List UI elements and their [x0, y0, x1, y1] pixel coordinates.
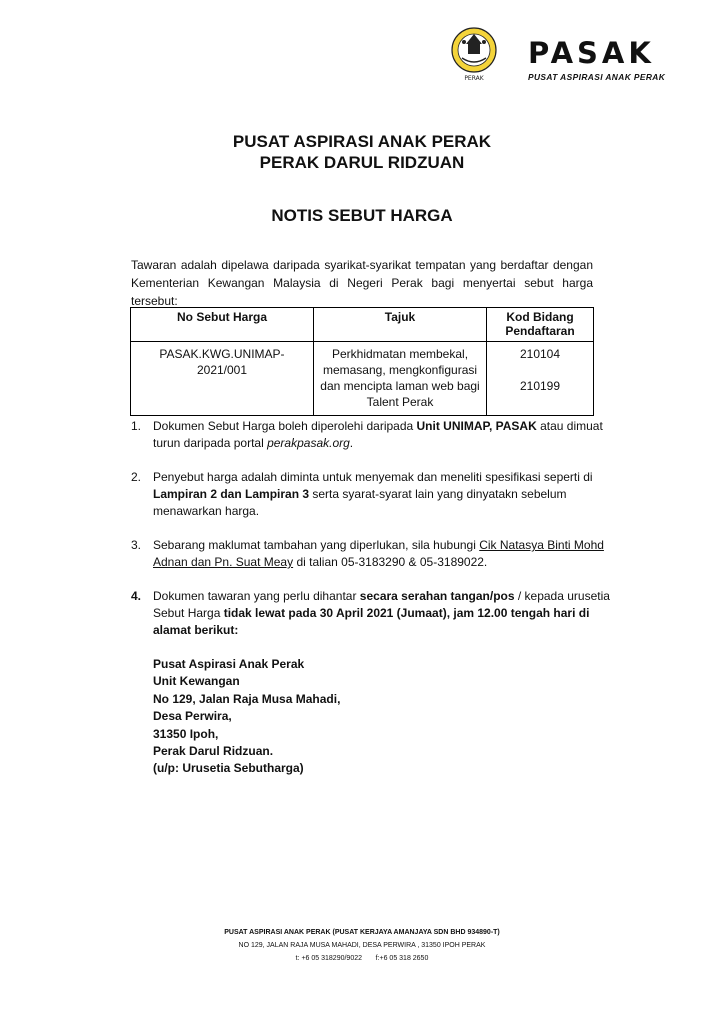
svg-text:PERAK: PERAK [464, 75, 484, 82]
notice-title: NOTIS SEBUT HARGA [271, 206, 453, 225]
contact-persons: Cik Natasya Binti Mohd Adnan dan Pn. Suat Meay [153, 538, 604, 569]
delivery-address: Pusat Aspirasi Anak Perak Unit Kewangan No 129, Jalan Raja Musa Mahadi, Desa Perwira, 31350 Ipoh, Perak Darul Ridzuan. (u/p: Urusetia Sebutharga) [153, 657, 341, 776]
cell-kod-bidang [487, 342, 594, 416]
list-item: 2. Penyebut harga adalah diminta untuk menyemak dan meneliti spesifikasi seperti di Lampiran 2 dan Lampiran 3 serta syarat-syarat lain yang dinyatakn sebelum menawarkan harga. [131, 470, 593, 518]
kod-2: 210199 [519, 379, 561, 393]
footer-address: NO 129, JALAN RAJA MUSA MAHADI, DESA PERWIRA , 31350 IPOH PERAK [238, 942, 486, 949]
state-heading: PERAK DARUL RIDZUAN [259, 153, 465, 172]
col-header-no: No Sebut Harga [131, 308, 314, 342]
footer-contact: t: +6 05 318290/9022 f:+6 05 318 2650 [295, 955, 429, 962]
list-item: 3. Sebarang maklumat tambahan yang diperlukan, sila hubungi Cik Natasya Binti Mohd Adnan dan Pn. Suat Meay di talian 05-3183290 & 05-3189022. [131, 538, 604, 569]
intro-paragraph: Tawaran adalah dipelawa daripada syarikat-syarikat tempatan yang berdaftar dengan Kementerian Kewangan Malaysia di Negeri Perak bagi menyertai sebut harga tersebut: [131, 258, 593, 308]
footer-company: PUSAT ASPIRASI ANAK PERAK (PUSAT KERJAYA AMANJAYA SDN BHD 934890-T) [224, 929, 500, 936]
instruction-list [131, 418, 611, 795]
cell-no-sebut-harga: PASAK.KWG.UNIMAP-2021/001 [131, 342, 314, 416]
table-row [131, 342, 594, 416]
brand-name: PASAK [528, 36, 655, 70]
table-header-row [131, 308, 594, 342]
org-name-heading: PUSAT ASPIRASI ANAK PERAK [232, 132, 492, 151]
brand-tagline: PUSAT ASPIRASI ANAK PERAK [528, 72, 666, 82]
list-item: 4. Dokumen tawaran yang perlu dihantar secara serahan tangan/pos / kepada urusetia Sebut Harga tidak lewat pada 30 April 2021 (Jumaat), jam 12.00 tengah hari di alamat berikut: Pusat Aspirasi Anak Perak Unit Kewangan No 129, Jalan Raja Musa Mahadi, Desa Perwira, 31350 Ipoh, Perak Darul Ridzuan. (u/p: Urusetia Sebutharga) [131, 588, 611, 778]
kod-1: 210104 [519, 347, 561, 361]
page-footer [0, 926, 724, 965]
col-header-kod: Kod Bidang Pendaftaran [487, 308, 594, 342]
col-header-tajuk: Tajuk [314, 308, 487, 342]
cell-tajuk: Perkhidmatan membekal, memasang, mengkonfigurasi dan mencipta laman web bagi Talent Perak [314, 342, 487, 416]
pasak-brand-logo [528, 38, 678, 82]
list-item: 1. Dokumen Sebut Harga boleh diperolehi daripada Unit UNIMAP, PASAK atau dimuat turun daripada portal perakpasak.org. [131, 419, 603, 450]
perak-seal-logo [450, 22, 498, 86]
quotation-table [130, 307, 594, 416]
